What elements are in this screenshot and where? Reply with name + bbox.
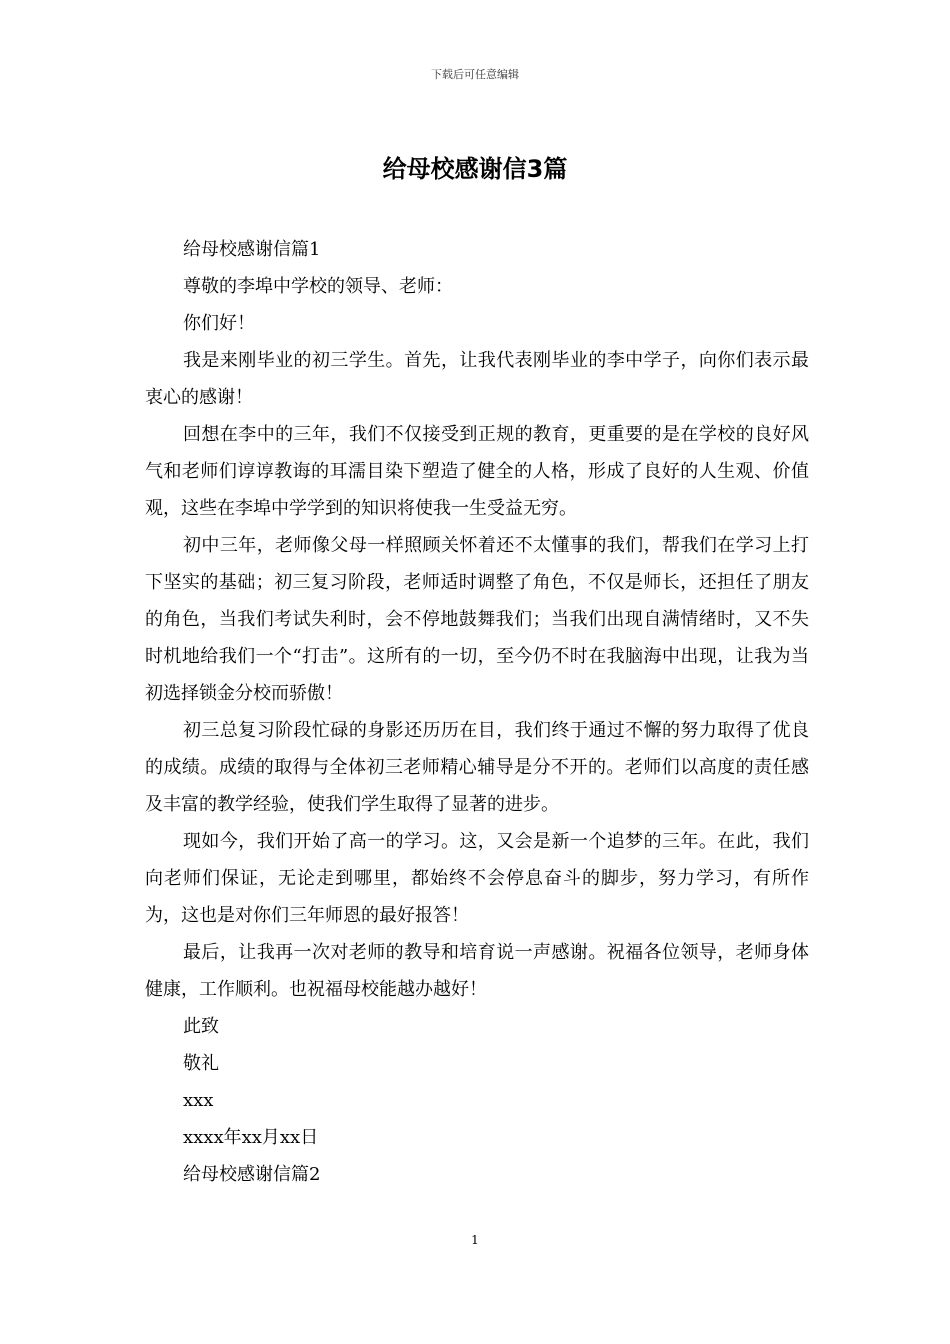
document-title: 给母校感谢信3篇 bbox=[382, 155, 568, 183]
body-paragraph: 初三总复习阶段忙碌的身影还历历在目，我们终于通过不懈的努力取得了优良的成绩。成绩的取得与全体初三老师精心辅导是分不开的。老师们以高度的责任感及丰富的教学经验，使我们学生取得了显著的进步。 bbox=[145, 720, 809, 815]
salutation: 尊敬的李埠中学校的领导、老师： bbox=[183, 276, 453, 297]
signature-name: xxx bbox=[183, 1090, 214, 1111]
page-number: 1 bbox=[471, 1233, 479, 1247]
page-header: 下载后可任意编辑 bbox=[431, 68, 519, 81]
body-paragraph: 现如今，我们开始了高一的学习。这，又会是新一个追梦的三年。在此，我们向老师们保证，无论走到哪里，都始终不会停息奋斗的脚步，努力学习，有所作为，这也是对你们三年师恩的最好报答！ bbox=[145, 831, 809, 926]
body-paragraph: 初中三年，老师像父母一样照顾关怀着还不太懂事的我们，帮我们在学习上打下坚实的基础；初三复习阶段，老师适时调整了角色，不仅是师长，还担任了朋友的角色，当我们考试失利时，会不停地鼓舞我们；当我们出现自满情绪时，又不失时机地给我们一个“打击”。这所有的一切，至今仍不时在我脑海中出现，让我为当初选择锁金分校而骄傲！ bbox=[145, 535, 809, 704]
greeting: 你们好！ bbox=[183, 313, 255, 334]
closing-regards: 敬礼 bbox=[183, 1053, 219, 1074]
document-body bbox=[145, 231, 809, 1193]
body-paragraph: 回想在李中的三年，我们不仅接受到正规的教育，更重要的是在学校的良好风气和老师们谆谆教诲的耳濡目染下塑造了健全的人格，形成了良好的人生观、价值观，这些在李埠中学学到的知识将使我一生受益无穷。 bbox=[145, 424, 809, 519]
closing-line: 此致 bbox=[183, 1016, 219, 1037]
body-paragraph: 最后，让我再一次对老师的教导和培育说一声感谢。祝福各位领导，老师身体健康，工作顺利。也祝福母校能越办越好！ bbox=[145, 942, 809, 1000]
signature-date: xxxx年xx月xx日 bbox=[183, 1127, 319, 1148]
body-paragraph: 我是来刚毕业的初三学生。首先，让我代表刚毕业的李中学子，向你们表示最衷心的感谢！ bbox=[145, 350, 809, 408]
section-heading-1: 给母校感谢信篇1 bbox=[183, 239, 321, 260]
section-heading-2: 给母校感谢信篇2 bbox=[183, 1164, 321, 1185]
